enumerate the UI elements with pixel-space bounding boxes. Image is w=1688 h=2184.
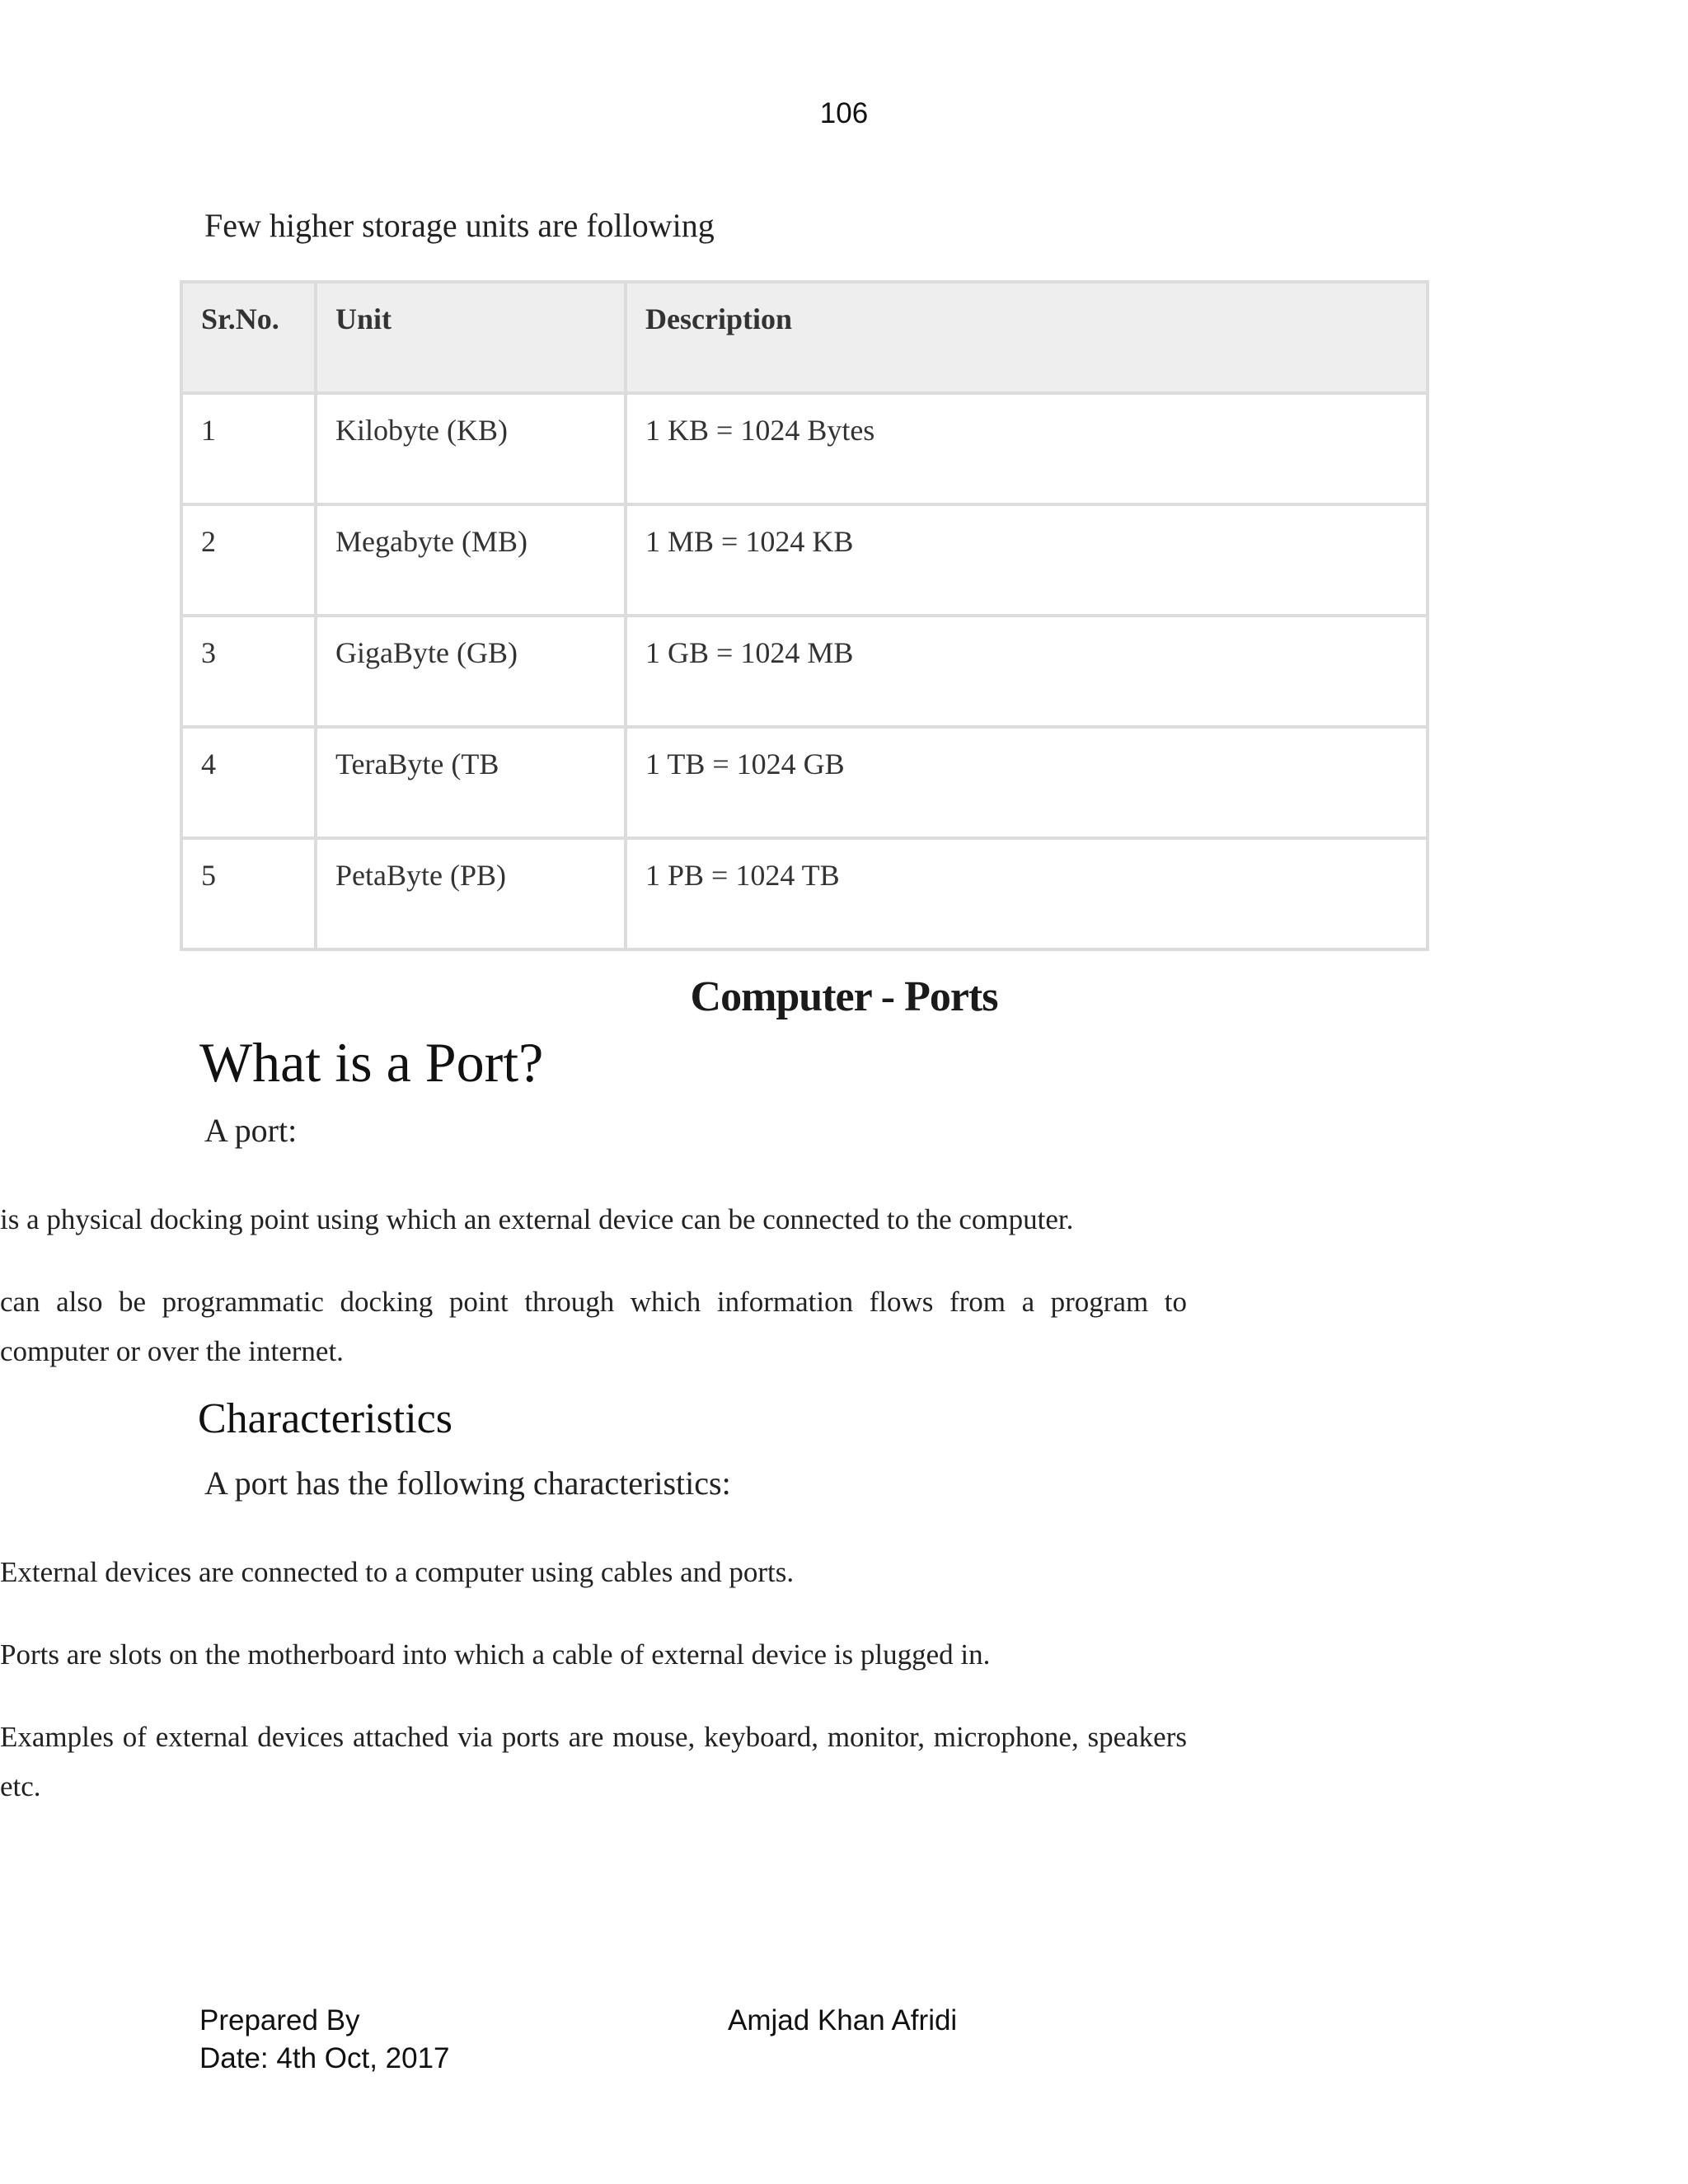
table-header-row bbox=[181, 282, 1428, 393]
cell-unit: Megabyte (MB) bbox=[316, 504, 626, 616]
header-description: Description bbox=[626, 282, 1428, 393]
port-definition-list bbox=[0, 1195, 1187, 1409]
characteristics-list bbox=[0, 1548, 1187, 1844]
cell-description: 1 GB = 1024 MB bbox=[626, 616, 1428, 727]
header-unit: Unit bbox=[316, 282, 626, 393]
storage-units-table bbox=[180, 280, 1429, 951]
cell-unit: PetaByte (PB) bbox=[316, 838, 626, 949]
what-is-port-heading: What is a Port? bbox=[199, 1031, 544, 1094]
section-title: Computer - Ports bbox=[690, 973, 998, 1020]
list-item-text: can also be programmatic docking point through which information flows from a program to computer or over the internet. bbox=[0, 1286, 1187, 1367]
list-item bbox=[0, 1277, 1187, 1376]
list-item-text: Examples of external devices attached via ports are mouse, keyboard, monitor, microphone, speakers etc. bbox=[0, 1721, 1187, 1802]
cell-unit: Kilobyte (KB) bbox=[316, 393, 626, 504]
intro-text: Few higher storage units are following bbox=[204, 207, 715, 244]
table-row bbox=[181, 393, 1428, 504]
list-item bbox=[0, 1548, 1187, 1597]
cell-description: 1 MB = 1024 KB bbox=[626, 504, 1428, 616]
list-item bbox=[0, 1195, 1187, 1244]
cell-description: 1 KB = 1024 Bytes bbox=[626, 393, 1428, 504]
list-item bbox=[0, 1713, 1187, 1811]
footer-author: Amjad Khan Afridi bbox=[728, 2004, 958, 2036]
what-is-port-lead: A port: bbox=[204, 1112, 298, 1149]
characteristics-lead: A port has the following characteristics: bbox=[204, 1465, 731, 1502]
table-row bbox=[181, 616, 1428, 727]
list-item-text: Ports are slots on the motherboard into which a cable of external device is plugged in. bbox=[0, 1638, 991, 1671]
list-item-text: External devices are connected to a computer using cables and ports. bbox=[0, 1556, 795, 1588]
page-number: 106 bbox=[819, 97, 869, 129]
list-item bbox=[0, 1630, 1187, 1680]
cell-description: 1 TB = 1024 GB bbox=[626, 727, 1428, 838]
table-row bbox=[181, 838, 1428, 949]
cell-sr-no: 1 bbox=[181, 393, 316, 504]
list-item-text: is a physical docking point using which an external device can be connected to the computer. bbox=[0, 1203, 1074, 1235]
table-row bbox=[181, 727, 1428, 838]
cell-sr-no: 2 bbox=[181, 504, 316, 616]
cell-sr-no: 3 bbox=[181, 616, 316, 727]
cell-unit: TeraByte (TB bbox=[316, 727, 626, 838]
cell-sr-no: 5 bbox=[181, 838, 316, 949]
table-row bbox=[181, 504, 1428, 616]
cell-unit: GigaByte (GB) bbox=[316, 616, 626, 727]
cell-description: 1 PB = 1024 TB bbox=[626, 838, 1428, 949]
footer-prepared-by: Prepared By bbox=[199, 2004, 360, 2036]
header-sr-no: Sr.No. bbox=[181, 282, 316, 393]
characteristics-heading: Characteristics bbox=[198, 1395, 452, 1442]
footer-date: Date: 4th Oct, 2017 bbox=[199, 2042, 450, 2074]
cell-sr-no: 4 bbox=[181, 727, 316, 838]
